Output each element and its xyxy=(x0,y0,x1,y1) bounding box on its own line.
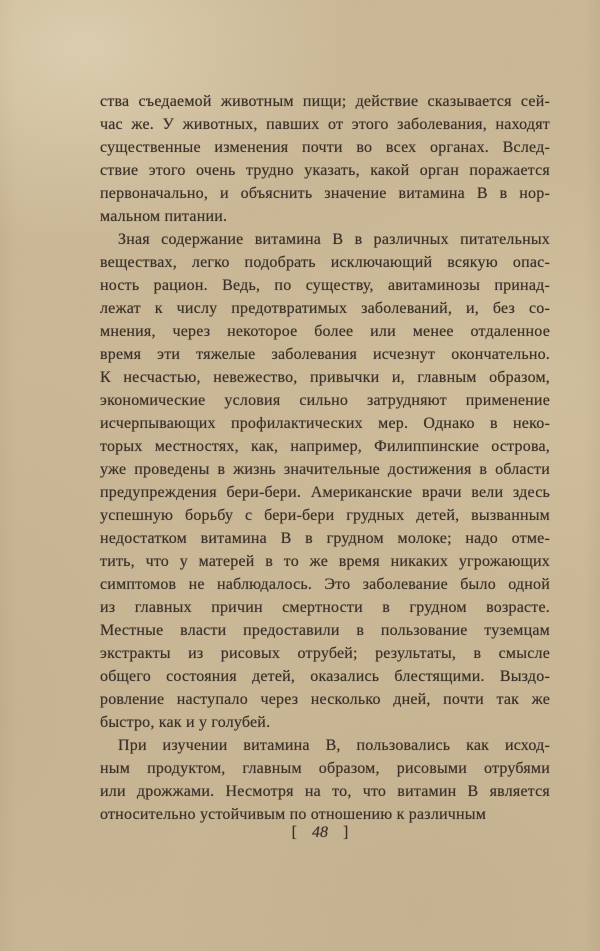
text-line: час же. У животных, павших от этого заболевания, находят xyxy=(100,116,550,133)
text-line: относительно устойчивым по отношению к различным xyxy=(100,806,487,823)
page-text xyxy=(100,90,550,826)
text-line: время эти тяжелые заболевания исчезнут окончательно. xyxy=(100,346,550,363)
paragraph xyxy=(100,734,550,826)
text-line: Зная содержание витамина В в различных питательных xyxy=(118,231,550,248)
page-number: 48 xyxy=(312,824,328,841)
text-line: существенные изменения почти во всех органах. Вслед- xyxy=(100,139,550,156)
text-line: уже проведены в жизнь значительные достижения в области xyxy=(100,461,550,478)
text-line: исчерпывающих профилактических мер. Однако в неко- xyxy=(100,415,550,432)
text-line: торых местностях, как, например, Филиппинские острова, xyxy=(100,438,550,455)
text-line: веществах, легко подобрать исключающий всякую опас- xyxy=(100,254,550,271)
text-line: мальном питании. xyxy=(100,208,228,225)
text-line: недостатком витамина В в грудном молоке; надо отме- xyxy=(100,530,550,547)
text-line: К несчастью, невежество, привычки и, главным образом, xyxy=(100,369,550,386)
text-line: ровление наступало через несколько дней, почти так же xyxy=(100,691,550,708)
text-line: тить, что у матерей в то же время никаких угрожающих xyxy=(100,553,550,570)
page-footer xyxy=(100,824,540,842)
text-line: симптомов не наблюдалось. Это заболевание было одной xyxy=(100,576,550,593)
paragraph xyxy=(100,228,550,734)
text-line: мнения, через некоторое более или менее отдаленное xyxy=(100,323,550,340)
text-line: экономические условия сильно затрудняют применение xyxy=(100,392,550,409)
text-line: Местные власти предоставили в пользование туземцам xyxy=(100,622,550,639)
text-line: общего состояния детей, оказались блестящими. Выздо- xyxy=(100,668,550,685)
text-line: из главных причин смертности в грудном возрасте. xyxy=(100,599,550,616)
text-line: ность рацион. Ведь, по существу, авитаминозы принад- xyxy=(100,277,550,294)
text-line: быстро, как и у голубей. xyxy=(100,714,271,731)
text-line: предупреждения бери-бери. Американские врачи вели здесь xyxy=(100,484,550,501)
footer-bracket-right: ] xyxy=(343,824,349,841)
text-line: первоначально, и объяснить значение витамина В в нор- xyxy=(100,185,550,202)
text-line: экстракты из рисовых отрубей; результаты, в смысле xyxy=(100,645,550,662)
text-line: лежат к числу предотвратимых заболеваний, и, без со- xyxy=(100,300,550,317)
text-line: ствие этого очень трудно указать, какой орган поражается xyxy=(100,162,550,179)
text-line: или дрожжами. Несмотря на то, что витамин В является xyxy=(100,783,550,800)
text-line: При изучении витамина В, пользовались как исход- xyxy=(118,737,550,754)
text-line: успешную борьбу с бери-бери грудных детей, вызванным xyxy=(100,507,550,524)
footer-bracket-left: [ xyxy=(291,824,297,841)
paragraph xyxy=(100,90,550,228)
text-line: ным продуктом, главным образом, рисовыми отрубями xyxy=(100,760,550,777)
text-line: ства съедаемой животным пищи; действие сказывается сей- xyxy=(100,93,550,110)
